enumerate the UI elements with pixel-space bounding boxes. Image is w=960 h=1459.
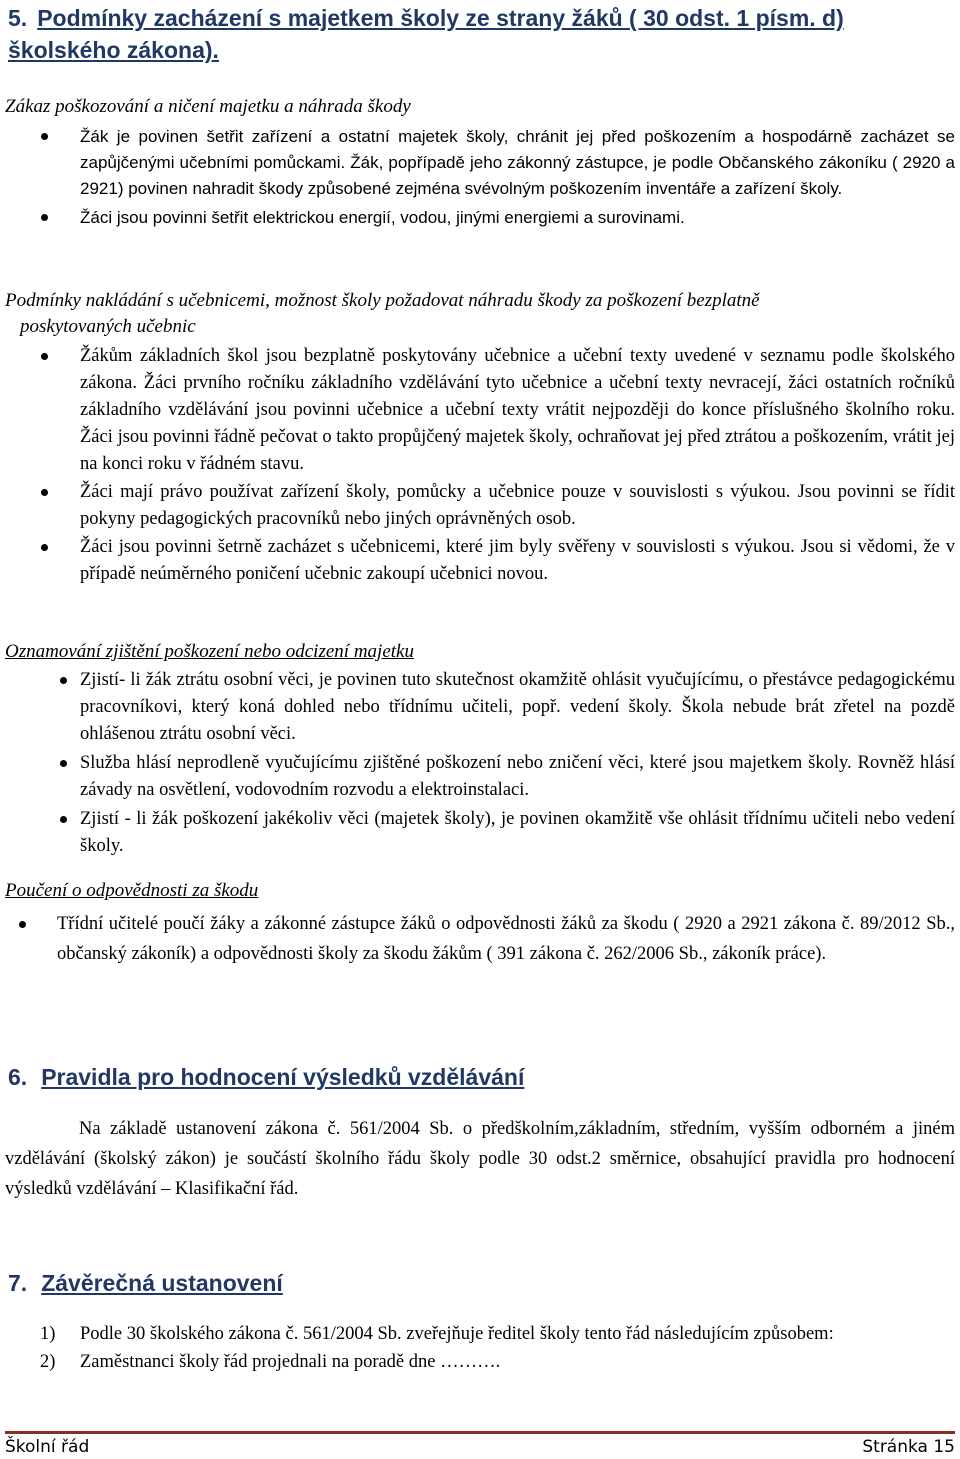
list-item (80, 205, 955, 231)
list-report (80, 667, 955, 860)
final-provisions-list (40, 1321, 955, 1376)
subsection-heading-textbooks (5, 288, 955, 314)
list-damage (80, 124, 955, 231)
list-item-text: Žákům základních škol jsou bezplatně poskytovány učebnice a učební texty uvedené v seznamu podle školského zákona. Žáci prvního ročníku základního vzdělávání tyto učebnice a učební texty nevracejí, žáci ostatních ročníků základního vzdělávání jsou povinni učebnice a učební texty vrátit nejpozději do konce příslušného školního roku. Žáci jsou povinni řádně pečovat o takto propůjčený majetek školy, ochraňovat jej před ztrátou a poškozením, vrátit jej na konci roku v řádném stavu. (80, 346, 955, 474)
section-6-paragraph (5, 1114, 955, 1204)
subsection-heading-liability (5, 878, 955, 904)
list-item-text: Žáci jsou povinni šetřit elektrickou energií, vodou, jinými energiemi a surovinami. (80, 208, 685, 227)
bullet-icon (41, 353, 48, 360)
subsection-heading-textbooks-line2: poskytovaných učebnic (20, 316, 196, 337)
list-item (80, 124, 955, 202)
bullet-icon (60, 677, 67, 684)
list-item (80, 479, 955, 533)
section-6-paragraph-text: Na základě ustanovení zákona č. 561/2004 Sb. o předškolním,základním, středním, vyšším odborném a jiném vzdělávání (školský zákon) je součástí školního řádu školy podle 30 odst.2 směrnice, obsahující pravidla pro hodnocení výsledků vzdělávání – Klasifikační řád. (5, 1119, 955, 1199)
list-item-text: Zaměstnanci školy řád projednali na poradě dne ………. (80, 1352, 501, 1372)
footer-divider (5, 1431, 955, 1434)
list-item-text: Podle 30 školského zákona č. 561/2004 Sb. zveřejňuje ředitel školy tento řád následujícím způsobem: (80, 1324, 834, 1344)
subsection-heading-textbooks-line1: Podmínky nakládání s učebnicemi, možnost školy požadovat náhradu škody za poškození bezplatně (5, 290, 760, 311)
list-item (80, 343, 955, 478)
list-item (57, 909, 955, 969)
list-textbooks (80, 343, 955, 588)
section-5-number: 5. (8, 5, 28, 31)
bullet-icon (60, 760, 67, 767)
subsection-heading-textbooks-2 (20, 314, 955, 340)
section-7-number: 7. (8, 1270, 28, 1296)
bullet-icon (41, 489, 48, 496)
footer-page-number: Stránka 15 (862, 1437, 955, 1457)
subsection-heading-liability-text: Poučení o odpovědnosti za škodu (5, 880, 259, 901)
list-item-text: Žáci mají právo používat zařízení školy, pomůcky a učebnice pouze v souvislosti s výukou. Jsou povinni se řídit pokyny pedagogických pracovníků nebo jiných oprávněných osob. (80, 482, 955, 529)
bullet-icon (60, 816, 67, 823)
section-7-title: Závěrečná ustanovení (41, 1270, 283, 1296)
list-item (40, 1349, 955, 1376)
list-liability (57, 909, 955, 969)
list-item-text: Zjistí- li žák ztrátu osobní věci, je povinen tuto skutečnost okamžitě ohlásit vyučujícímu, o přestávce pedagogickému pracovníkovi, který koná dohled nebo třídnímu učiteli, popř. vedení školy. Škola nebude brát zřetel na pozdě ohlášenou ztrátu osobní věci. (80, 670, 955, 744)
section-6-heading (8, 1062, 952, 1092)
list-item-text: Třídní učitelé poučí žáky a zákonné zástupce žáků o odpovědnosti žáků za škodu ( 2920 a 2921 zákona č. 89/2012 Sb., občanský zákoník) a odpovědnosti školy za škodu žákům ( 391 zákona č. 262/2006 Sb., zákoník práce). (57, 914, 955, 964)
list-item-text: Žák je povinen šetřit zařízení a ostatní majetek školy, chránit jej před poškozením a hospodárně zacházet se zapůjčenými učebními pomůckami. Žák, popřípadě jeho zákonný zástupce, je podle Občanského zákoníku ( 2920 a 2921) povinen nahradit škody způsobené zejména svévolným poškozením inventáře a zařízení školy. (80, 127, 955, 198)
list-item-number: 1) (40, 1324, 56, 1344)
section-5-title: Podmínky zacházení s majetkem školy ze strany žáků ( 30 odst. 1 písm. d) školského zákona). (8, 5, 844, 63)
list-item (40, 1321, 955, 1348)
page-footer (5, 1436, 955, 1458)
bullet-icon (41, 544, 48, 551)
list-item-number: 2) (40, 1352, 56, 1372)
footer-document-title: Školní řád (5, 1437, 90, 1457)
section-5-heading (8, 2, 952, 66)
list-item (80, 750, 955, 804)
bullet-icon (41, 214, 48, 221)
list-item-text: Služba hlásí neprodleně vyučujícímu zjištěné poškození nebo zničení věci, které jsou majetkem školy. Rovněž hlásí závady na osvětlení, vodovodním rozvodu a elektroinstalaci. (80, 753, 955, 800)
subsection-heading-report (5, 639, 955, 665)
section-6-number: 6. (8, 1064, 28, 1090)
section-6-title: Pravidla pro hodnocení výsledků vzdělávání (41, 1064, 525, 1090)
subsection-heading-report-text: Oznamování zjištění poškození nebo odcizení majetku (5, 641, 414, 662)
list-item-text: Zjistí - li žák poškození jakékoliv věci (majetek školy), je povinen okamžitě vše ohlásit třídnímu učiteli nebo vedení školy. (80, 809, 955, 856)
subsection-heading-damage-text: Zákaz poškozování a ničení majetku a náhrada škody (5, 96, 411, 117)
section-7-heading (8, 1268, 952, 1298)
subsection-heading-damage (5, 94, 955, 120)
list-item (80, 806, 955, 860)
list-item (80, 534, 955, 588)
bullet-icon (19, 921, 26, 928)
bullet-icon (41, 133, 48, 140)
list-item (80, 667, 955, 748)
list-item-text: Žáci jsou povinni šetrně zacházet s učebnicemi, které jim byly svěřeny v souvislosti s výukou. Jsou si vědomi, že v případě neúměrného poničení učebnic zakoupí učebnici novou. (80, 537, 955, 584)
